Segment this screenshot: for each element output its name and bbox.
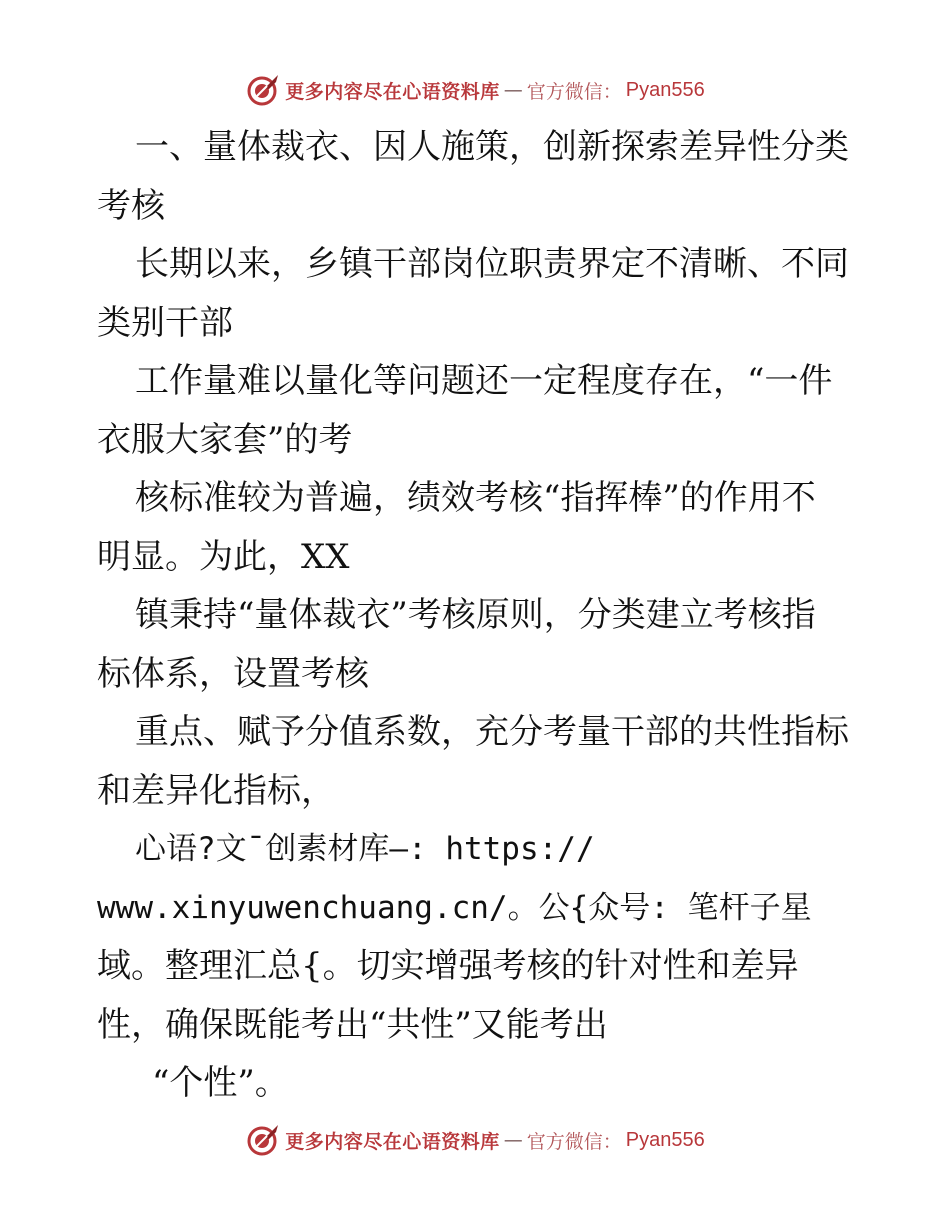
text-line: www.xinyuwenchuang.cn/。公{众号: 笔杆子星 [97,889,812,926]
text-line: 核标准较为普遍，绩效考核“指挥棒”的作用不 [135,478,816,518]
footer-wechat-id: Pyan556 [625,1128,705,1151]
header-separator: — [503,79,523,101]
header-banner [0,70,950,110]
header-wechat-id: Pyan556 [625,78,705,101]
footer-separator: — [503,1129,523,1151]
text-line: 工作量难以量化等问题还一定程度存在，“一件 [135,361,833,401]
text-line: 和差异化指标， [97,770,335,811]
text-line: 性，确保既能考出“共性”又能考出 [97,1004,608,1045]
text-line: 镇秉持“量体裁衣”考核原则，分类建立考核指 [135,595,816,635]
text-line: 一、量体裁衣、因人施策，创新探索差异性分类 [135,127,849,167]
quill-logo-icon [245,1122,281,1158]
text-line: 明显。为此，XX [97,536,350,577]
header-brand-text: 更多内容尽在心语资料库 [285,80,500,103]
text-line: 域。整理汇总{。切实增强考核的针对性和差异 [97,946,799,986]
footer-banner [0,1120,950,1160]
text-line: 衣服大家套”的考 [97,419,353,460]
text-line: “个性”。 [152,1063,289,1103]
text-line: 考核 [97,185,165,226]
footer-contact-label: 官方微信： [526,1130,622,1153]
text-line: 心语?文¯创素材库—: https:// [135,831,595,867]
text-line: 重点、赋予分值系数，充分考量干部的共性指标 [135,712,849,752]
text-line: 标体系，设置考核 [97,653,369,694]
text-line: 长期以来，乡镇干部岗位职责界定不清晰、不同 [135,244,849,284]
header-contact-label: 官方微信： [526,80,622,103]
quill-logo-icon [245,72,281,108]
text-line: 类别干部 [97,302,233,343]
footer-brand-text: 更多内容尽在心语资料库 [285,1130,500,1153]
